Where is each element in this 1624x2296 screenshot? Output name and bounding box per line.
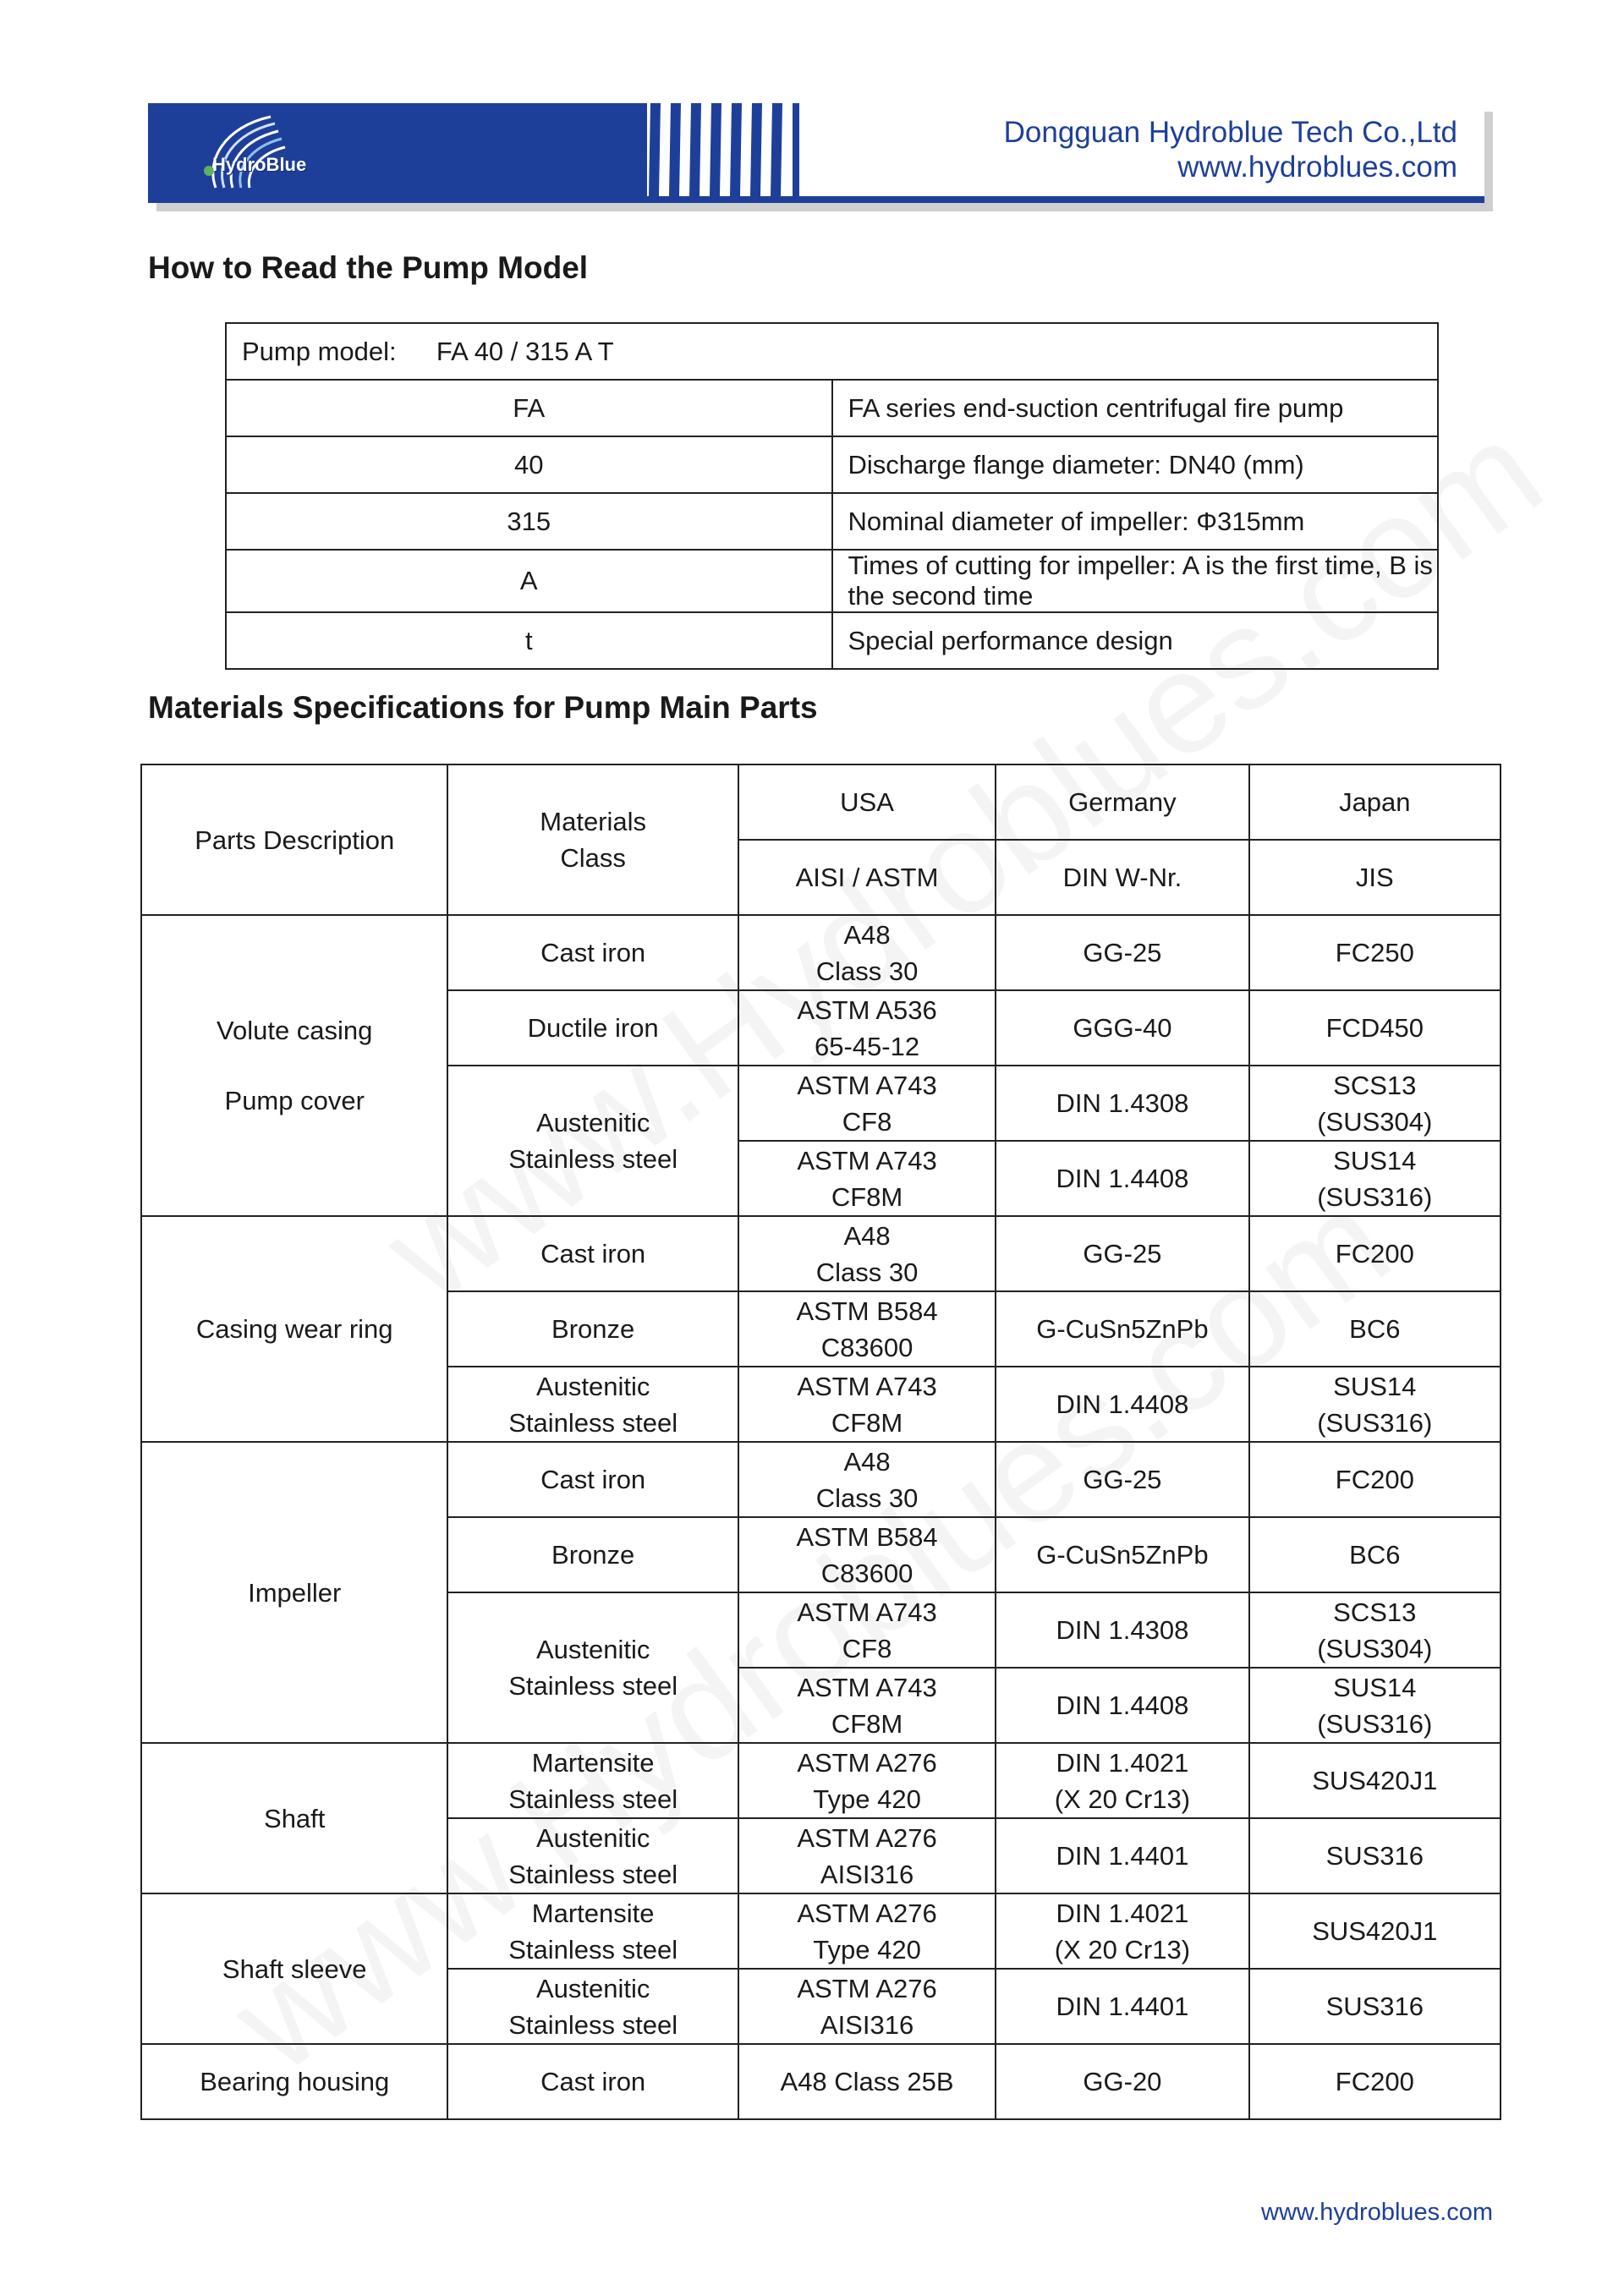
- japan-standard-line: SUS14: [1333, 1371, 1417, 1401]
- germany-standard: [996, 990, 1248, 1066]
- footer-url[interactable]: www.hydroblues.com: [1261, 2199, 1493, 2226]
- material-class: [447, 990, 738, 1066]
- usa-standard-line: ASTM A276: [797, 1822, 937, 1853]
- germany-standard: [996, 915, 1248, 990]
- usa-standard-line: Class 30: [815, 1482, 919, 1513]
- germany-standard: [996, 1668, 1248, 1743]
- germany-standard-line: DIN 1.4401: [1056, 1841, 1189, 1871]
- japan-standard-line: FC250: [1335, 938, 1414, 967]
- japan-standard: [1249, 2044, 1501, 2119]
- material-class: [447, 1517, 738, 1592]
- header-banner: [148, 103, 1484, 203]
- material-class-line: Stainless steel: [508, 1934, 678, 1964]
- japan-standard-line: BC6: [1349, 1540, 1401, 1570]
- usa-standard-line: CF8: [842, 1106, 892, 1137]
- germany-standard-line: DIN 1.4308: [1056, 1088, 1189, 1118]
- material-row: [141, 2044, 1501, 2119]
- part-description: [141, 915, 447, 1216]
- japan-standard: [1249, 1291, 1501, 1367]
- header-materials-class: [447, 764, 738, 915]
- section-title-materials: Materials Specifications for Pump Main Parts: [148, 690, 818, 725]
- material-class-line: Stainless steel: [508, 1859, 678, 1889]
- banner-stripes: [647, 103, 808, 196]
- header-germany: Germany: [996, 764, 1248, 840]
- germany-standard: [996, 1367, 1248, 1442]
- japan-standard: [1249, 1442, 1501, 1517]
- usa-standard-line: AISI316: [820, 2009, 914, 2040]
- company-logo: [190, 110, 317, 195]
- header-class-line: Materials: [540, 807, 647, 836]
- usa-standard-line: CF8: [842, 1633, 892, 1663]
- germany-standard: [996, 1216, 1248, 1291]
- model-row: [226, 612, 1438, 669]
- part-description: [141, 1893, 447, 2044]
- usa-standard-line: Type 420: [813, 1934, 921, 1964]
- company-url[interactable]: www.hydroblues.com: [1177, 151, 1457, 184]
- usa-standard: [738, 2044, 996, 2119]
- japan-standard: [1249, 1969, 1501, 2044]
- model-description: Times of cutting for impeller: A is the first time, B is the second time: [832, 550, 1439, 612]
- usa-standard: [738, 1367, 996, 1442]
- pump-model-table: [225, 322, 1439, 670]
- material-class-line: Bronze: [551, 1314, 635, 1344]
- part-description: [141, 1216, 447, 1442]
- model-code: A: [226, 550, 832, 612]
- japan-standard-line: FC200: [1335, 2067, 1414, 2096]
- usa-standard-line: ASTM A276: [797, 1747, 937, 1778]
- model-description: FA series end-suction centrifugal fire pump: [832, 380, 1439, 436]
- material-class: [447, 1743, 738, 1818]
- japan-standard: [1249, 1517, 1501, 1592]
- japan-standard: [1249, 990, 1501, 1066]
- usa-standard-line: ASTM A743: [797, 1371, 937, 1401]
- header-japan: Japan: [1249, 764, 1501, 840]
- materials-table: [140, 764, 1501, 2120]
- material-class-line: Stainless steel: [508, 1144, 678, 1174]
- model-description: Special performance design: [832, 612, 1439, 669]
- usa-standard-line: AISI316: [820, 1859, 914, 1889]
- japan-standard-line: FC200: [1335, 1239, 1414, 1269]
- usa-standard: [738, 915, 996, 990]
- material-class: [447, 1592, 738, 1743]
- usa-standard-line: ASTM A276: [797, 1973, 937, 2003]
- model-row: [226, 493, 1438, 550]
- japan-standard-line: (SUS304): [1317, 1633, 1433, 1663]
- usa-standard-line: Type 420: [813, 1784, 921, 1814]
- company-name: Dongguan Hydroblue Tech Co.,Ltd: [1003, 116, 1457, 149]
- material-class-line: Austenitic: [535, 1108, 650, 1137]
- japan-standard-line: SCS13: [1333, 1597, 1417, 1627]
- germany-standard: [996, 1141, 1248, 1216]
- usa-standard-line: ASTM A743: [797, 1672, 937, 1702]
- part-name: Casing wear ring: [195, 1314, 393, 1344]
- material-row: [141, 1743, 1501, 1818]
- germany-standard-line: DIN 1.4408: [1056, 1164, 1189, 1193]
- material-class-line: Cast iron: [540, 2067, 646, 2096]
- usa-standard-line: ASTM A743: [797, 1070, 937, 1100]
- japan-standard: [1249, 1066, 1501, 1141]
- usa-standard-line: ASTM A536: [797, 995, 937, 1025]
- material-class-line: Austenitic: [535, 1822, 650, 1853]
- material-class-line: Austenitic: [535, 1371, 650, 1401]
- model-code: 40: [226, 436, 832, 493]
- germany-standard: [996, 1592, 1248, 1668]
- usa-standard: [738, 1969, 996, 2044]
- germany-standard-line: GG-20: [1083, 2067, 1162, 2096]
- usa-standard: [738, 1517, 996, 1592]
- japan-standard-line: BC6: [1349, 1314, 1401, 1344]
- material-class: [447, 1818, 738, 1893]
- material-class: [447, 1893, 738, 1969]
- germany-standard-line: G-CuSn5ZnPb: [1036, 1540, 1209, 1570]
- material-row: [141, 915, 1501, 990]
- model-header-cell: [226, 323, 1438, 380]
- materials-header-row: [141, 764, 1501, 840]
- model-code: FA: [226, 380, 832, 436]
- material-class: [447, 1367, 738, 1442]
- company-info: [1004, 115, 1457, 184]
- usa-standard-line: ASTM B584: [796, 1296, 938, 1326]
- usa-standard: [738, 1743, 996, 1818]
- usa-standard-line: CF8M: [831, 1181, 903, 1212]
- germany-standard-line: DIN 1.4401: [1056, 1992, 1189, 2021]
- material-class-line: Martensite: [531, 1747, 655, 1778]
- japan-standard-line: SUS14: [1333, 1145, 1417, 1175]
- japan-standard: [1249, 1818, 1501, 1893]
- material-class-line: Bronze: [551, 1540, 635, 1570]
- usa-standard-line: ASTM B584: [796, 1521, 938, 1552]
- usa-standard: [738, 1668, 996, 1743]
- usa-standard-line: Class 30: [815, 956, 919, 986]
- usa-standard-line: CF8M: [831, 1708, 903, 1739]
- japan-standard: [1249, 1367, 1501, 1442]
- material-class-line: Stainless steel: [508, 1784, 678, 1814]
- usa-standard-line: CF8M: [831, 1407, 903, 1438]
- germany-standard-line: GGG-40: [1073, 1013, 1172, 1043]
- usa-standard: [738, 1291, 996, 1367]
- japan-standard-line: SUS420J1: [1312, 1916, 1438, 1946]
- banner-blue-block: [148, 103, 656, 196]
- model-label: Pump model:: [242, 336, 397, 366]
- japan-standard: [1249, 915, 1501, 990]
- material-class-line: Ductile iron: [527, 1013, 659, 1043]
- part-description: [141, 1442, 447, 1743]
- germany-standard-line: DIN 1.4021: [1056, 1747, 1189, 1778]
- model-description: Nominal diameter of impeller: Φ315mm: [832, 493, 1439, 550]
- usa-standard: [738, 1442, 996, 1517]
- germany-standard-line: G-CuSn5ZnPb: [1036, 1314, 1209, 1344]
- material-class: [447, 1291, 738, 1367]
- japan-standard-line: SUS420J1: [1312, 1766, 1438, 1795]
- japan-standard: [1249, 1141, 1501, 1216]
- header-usa: USA: [738, 764, 996, 840]
- germany-standard: [996, 1969, 1248, 2044]
- germany-standard: [996, 1893, 1248, 1969]
- usa-standard: [738, 1066, 996, 1141]
- header-parts-description: Parts Description: [141, 764, 447, 915]
- usa-standard-line: ASTM A276: [797, 1898, 937, 1928]
- material-class: [447, 1969, 738, 2044]
- japan-standard: [1249, 1216, 1501, 1291]
- material-class-line: Martensite: [531, 1898, 655, 1928]
- material-row: [141, 1893, 1501, 1969]
- usa-standard-line: ASTM A743: [797, 1597, 937, 1627]
- japan-standard-line: (SUS304): [1317, 1106, 1433, 1137]
- model-code: t: [226, 612, 832, 669]
- japan-standard-line: FCD450: [1325, 1013, 1424, 1043]
- japan-standard-line: SUS14: [1333, 1672, 1417, 1702]
- part-name: Shaft: [264, 1803, 326, 1833]
- part-name: Impeller: [248, 1577, 342, 1608]
- usa-standard: [738, 1216, 996, 1291]
- model-header-row: [226, 323, 1438, 380]
- material-class-line: Austenitic: [535, 1635, 650, 1664]
- usa-standard-line: 65-45-12: [815, 1031, 920, 1061]
- usa-standard: [738, 1893, 996, 1969]
- germany-standard-line: DIN 1.4408: [1056, 1690, 1189, 1720]
- model-code: 315: [226, 493, 832, 550]
- germany-standard-line: DIN 1.4021: [1056, 1898, 1189, 1928]
- material-class-line: Stainless steel: [508, 1671, 678, 1701]
- japan-standard-line: (SUS316): [1317, 1708, 1433, 1739]
- logo-swirl-icon: [190, 110, 317, 195]
- material-class: [447, 2044, 738, 2119]
- usa-standard-line: Class 30: [815, 1257, 919, 1287]
- japan-standard: [1249, 1893, 1501, 1969]
- material-class-line: Austenitic: [535, 1973, 650, 2003]
- germany-standard: [996, 1517, 1248, 1592]
- japan-standard-line: FC200: [1335, 1465, 1414, 1494]
- usa-standard: [738, 1592, 996, 1668]
- part-description: [141, 1743, 447, 1893]
- header-germany-standard: DIN W-Nr.: [996, 840, 1248, 915]
- japan-standard-line: SUS316: [1325, 1992, 1424, 2021]
- section-title-pump-model: How to Read the Pump Model: [148, 250, 589, 285]
- part-name: Volute casing: [217, 1016, 373, 1045]
- japan-standard: [1249, 1668, 1501, 1743]
- usa-standard: [738, 1141, 996, 1216]
- model-value: FA 40 / 315 A T: [436, 336, 614, 366]
- usa-standard-line: C83600: [820, 1332, 914, 1362]
- usa-standard-line: A48: [843, 1446, 891, 1477]
- material-class: [447, 1066, 738, 1216]
- material-class-line: Cast iron: [540, 1239, 646, 1269]
- header-japan-standard: JIS: [1249, 840, 1501, 915]
- usa-standard: [738, 1818, 996, 1893]
- usa-standard-line: A48: [843, 1220, 891, 1251]
- model-row: [226, 550, 1438, 612]
- germany-standard-line: GG-25: [1083, 938, 1162, 967]
- germany-standard-line: (X 20 Cr13): [1054, 1784, 1191, 1814]
- logo-text: HydroBlue: [212, 154, 307, 175]
- germany-standard-line: GG-25: [1083, 1465, 1162, 1494]
- material-class: [447, 915, 738, 990]
- header-class-line: Class: [560, 843, 626, 873]
- germany-standard-line: GG-25: [1083, 1239, 1162, 1269]
- japan-standard-line: (SUS316): [1317, 1407, 1433, 1438]
- germany-standard: [996, 1066, 1248, 1141]
- japan-standard-line: SCS13: [1333, 1070, 1417, 1100]
- material-class-line: Cast iron: [540, 1465, 646, 1494]
- model-row: [226, 436, 1438, 493]
- japan-standard: [1249, 1743, 1501, 1818]
- usa-standard-line: A48 Class 25B: [780, 2067, 954, 2096]
- model-row: [226, 380, 1438, 436]
- material-class-line: Stainless steel: [508, 1407, 678, 1438]
- germany-standard-line: DIN 1.4308: [1056, 1615, 1189, 1645]
- germany-standard-line: DIN 1.4408: [1056, 1389, 1189, 1419]
- banner-main: [148, 103, 1484, 203]
- part-description: [141, 2044, 447, 2119]
- material-row: [141, 1216, 1501, 1291]
- usa-standard-line: C83600: [820, 1558, 914, 1588]
- germany-standard-line: (X 20 Cr13): [1054, 1934, 1191, 1964]
- japan-standard: [1249, 1592, 1501, 1668]
- material-class: [447, 1216, 738, 1291]
- usa-standard: [738, 990, 996, 1066]
- part-name: Pump cover: [224, 1086, 365, 1115]
- usa-standard-line: A48: [843, 919, 891, 950]
- material-class-line: Cast iron: [540, 938, 646, 967]
- usa-standard-line: ASTM A743: [797, 1145, 937, 1175]
- germany-standard: [996, 1818, 1248, 1893]
- germany-standard: [996, 1442, 1248, 1517]
- material-class-line: Stainless steel: [508, 2009, 678, 2040]
- material-row: [141, 1442, 1501, 1517]
- germany-standard: [996, 1291, 1248, 1367]
- germany-standard: [996, 2044, 1248, 2119]
- model-description: Discharge flange diameter: DN40 (mm): [832, 436, 1439, 493]
- germany-standard: [996, 1743, 1248, 1818]
- japan-standard-line: SUS316: [1325, 1841, 1424, 1871]
- japan-standard-line: (SUS316): [1317, 1181, 1433, 1212]
- part-name: Shaft sleeve: [222, 1954, 367, 1984]
- part-name: Bearing housing: [200, 2067, 390, 2096]
- material-class: [447, 1442, 738, 1517]
- header-usa-standard: AISI / ASTM: [738, 840, 996, 915]
